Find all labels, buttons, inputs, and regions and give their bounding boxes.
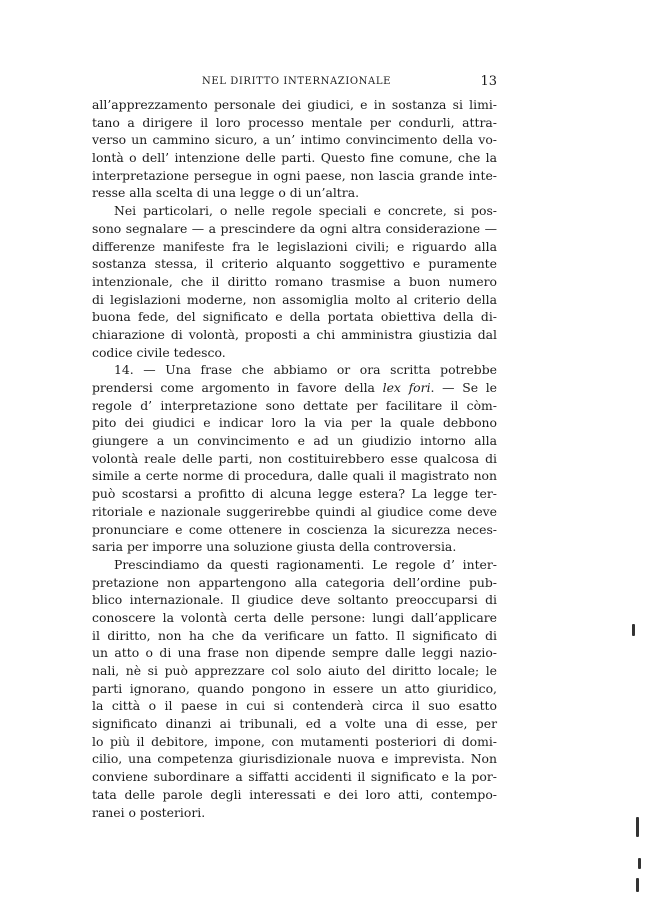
text-line: significato dinanzi ai tribunali, ed a volte una di esse, per <box>92 716 497 732</box>
text-line <box>92 379 497 397</box>
text-line: il diritto, non ha che da verificare un fatto. Il significato di <box>92 627 497 643</box>
text-line: Nei particolari, o nelle regole speciali e concrete, si pos- <box>114 203 497 219</box>
text-line: tata delle parole degli interessati e dei loro atti, contempo- <box>92 786 497 802</box>
text-line: ranei o posteriori. <box>92 804 206 820</box>
scan-speck <box>636 817 639 837</box>
text-line: giungere a un convincimento e ad un giudizio intorno alla <box>92 433 497 449</box>
text-line: buona fede, del significato e della portata obiettiva della di- <box>92 309 497 325</box>
text-line: può scostarsi a profitto di alcuna legge estera? La legge ter- <box>92 486 497 502</box>
text-line: un atto o di una frase non dipende sempre dalle leggi nazio- <box>92 645 497 661</box>
text-line: di legislazioni moderne, non assomiglia molto al criterio della <box>92 291 497 307</box>
page-number: 13 <box>480 74 497 89</box>
text-line: all’apprezzamento personale dei giudici, e in sostanza si limi- <box>92 97 497 112</box>
text-line: chiarazione di volontà, proposti a chi amministra giustizia dal <box>92 326 497 342</box>
text-line: blico internazionale. Il giudice deve soltanto preoccuparsi di <box>92 592 497 608</box>
text-line: pronunciare e come ottenere in coscienza la sicurezza neces- <box>92 521 497 537</box>
text-line: lontà o dell’ intenzione delle parti. Questo fine comune, che la <box>92 150 497 166</box>
text-line: tano a dirigere il loro processo mentale per condurli, attra- <box>92 114 497 130</box>
text-line: ritoriale e nazionale suggerirebbe quindi al giudice come deve <box>92 503 497 519</box>
text-line: parti ignorano, quando pongono in essere un atto giuridico, <box>92 680 497 696</box>
text-line: pito dei giudici e indicar loro la via per la quale debbono <box>92 415 497 431</box>
text-line: conoscere la volontà certa delle persone: lungi dall’applicare <box>92 609 497 625</box>
text-line: saria per imporre una soluzione giusta della controversia. <box>92 539 457 555</box>
text-line: sostanza stessa, il criterio alquanto soggettivo e puramente <box>92 256 497 272</box>
scan-speck <box>632 624 635 636</box>
text-line: sono segnalare — a prescindere da ogni altra considerazione — <box>92 220 497 236</box>
body-text <box>92 96 497 821</box>
text-line: simile a certe norme di procedura, dalle quali il magistrato non <box>92 468 497 484</box>
text-line: interpretazione persegue in ogni paese, non lascia grande inte- <box>92 167 497 183</box>
text-line: differenze manifeste fra le legislazioni civili; e riguardo alla <box>92 238 497 254</box>
text-line: volontà reale delle parti, non costituirebbero esse qualcosa di <box>92 450 497 466</box>
scan-speck <box>638 858 641 869</box>
text-line: pretazione non appartengono alla categoria dell’ordine pub- <box>92 574 497 590</box>
text-line: resse alla scelta di una legge o di un’altra. <box>92 185 360 201</box>
text-line: cilio, una competenza giurisdizionale nuova e imprevista. Non <box>92 751 497 767</box>
text-line: regole d’ interpretazione sono dettate per facilitare il còm- <box>92 397 497 413</box>
section-14-line: 14. — Una frase che abbiamo or ora scritta potrebbe <box>114 362 497 378</box>
scan-speck <box>636 878 639 892</box>
text-line: conviene subordinare a siffatti accidenti il significato e la por- <box>92 769 497 785</box>
text-line: verso un cammino sicuro, a un’ intimo convincimento della vo- <box>92 132 497 148</box>
running-header <box>92 76 497 92</box>
text-line: Prescindiamo da questi ragionamenti. Le regole d’ inter- <box>114 556 497 572</box>
text-fragment: . — Se le <box>430 380 498 395</box>
text-line: nali, nè si può apprezzare col solo aiuto del diritto locale; le <box>92 663 497 678</box>
text-line: intenzionale, che il diritto romano trasmise a buon numero <box>92 273 497 289</box>
text-line: la città o il paese in cui si contenderà circa il suo esatto <box>92 698 497 714</box>
running-title: NEL DIRITTO INTERNAZIONALE <box>202 76 391 87</box>
text-line: lo più il debitore, impone, con mutamenti posteriori di domi- <box>92 733 497 749</box>
lex-fori-italic: lex fori <box>382 380 431 395</box>
text-line: codice civile tedesco. <box>92 344 226 360</box>
text-fragment: prendersi come argomento in favore della <box>92 380 375 395</box>
